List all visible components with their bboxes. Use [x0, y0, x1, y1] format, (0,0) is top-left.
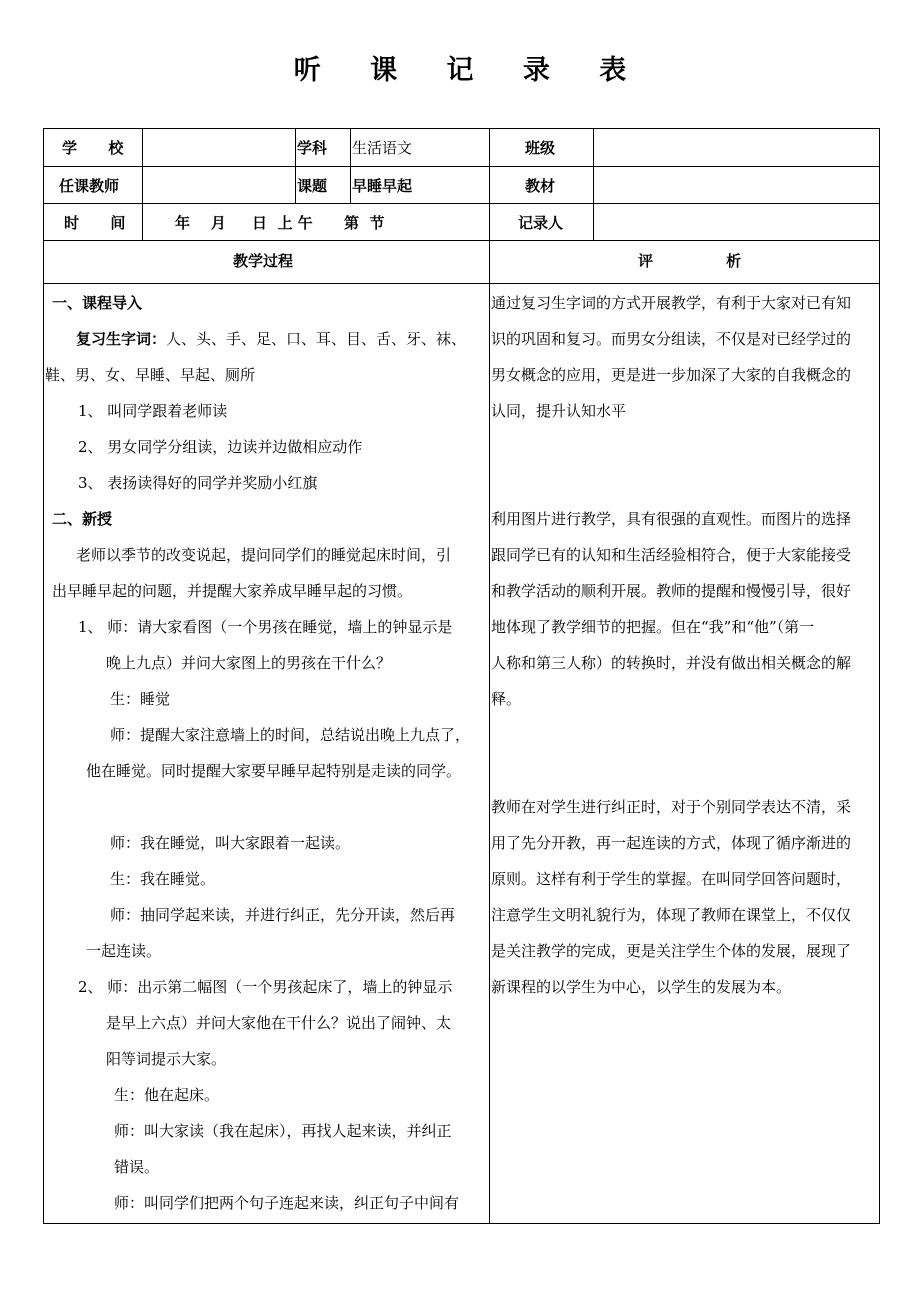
school-label: 学 校	[62, 139, 124, 157]
subject-label: 学科	[297, 139, 328, 157]
process-line: 一起连读。	[86, 942, 162, 960]
class-value-field[interactable]	[597, 132, 875, 162]
process-line: 二、新授	[52, 510, 113, 528]
analysis-line: 地体现了教学细节的把握。但在“我”和“他”（第一	[491, 618, 815, 636]
process-line: 师：叫同学们把两个句子连起来读，纠正句子中间有	[114, 1194, 460, 1212]
topic-value: 早睡早起	[352, 177, 413, 195]
col-divider	[142, 128, 143, 240]
col-divider	[350, 128, 351, 203]
process-line: 师：抽同学起来读，并进行纠正，先分开读，然后再	[110, 906, 456, 924]
analysis-line: 跟同学已有的认知和生活经验相符合，便于大家能接受	[491, 546, 852, 564]
analysis-line: 人称和第三人称）的转换时，并没有做出相关概念的解	[491, 654, 852, 672]
review-words: 人、头、手、足、口、耳、目、舌、牙、袜、	[166, 330, 467, 348]
analysis-line: 认同，提升认知水平	[491, 402, 627, 420]
recorder-label: 记录人	[518, 214, 564, 232]
process-column-header: 教学过程	[233, 252, 294, 270]
process-line: 阳等词提示大家。	[106, 1050, 227, 1068]
analysis-line: 教师在对学生进行纠正时，对于个别同学表达不清，采	[491, 798, 852, 816]
col-divider	[489, 128, 490, 1224]
process-line: 错误。	[114, 1158, 160, 1176]
process-line: 师：提醒大家注意墙上的时间，总结说出晚上九点了，	[110, 726, 471, 744]
process-line: 生：他在起床。	[114, 1086, 220, 1104]
class-label: 班级	[525, 139, 556, 157]
recorder-value-field[interactable]	[597, 207, 875, 237]
process-line: 1、 师：请大家看图（一个男孩在睡觉，墙上的钟显示是	[78, 618, 453, 636]
col-divider	[593, 128, 594, 240]
textbook-value-field[interactable]	[597, 170, 875, 200]
process-line: 出早睡早起的问题，并提醒大家养成早睡早起的习惯。	[52, 582, 413, 600]
row-divider	[43, 166, 880, 167]
analysis-line: 识的巩固和复习。而男女分组读，不仅是对已经学过的	[491, 330, 852, 348]
process-line: 他在睡觉。同时提醒大家要早睡早起特别是走读的同学。	[86, 762, 462, 780]
process-line: 师：叫大家读（我在起床），再找人起来读，并纠正	[114, 1122, 452, 1140]
analysis-line: 新课程的以学生为中心，以学生的发展为本。	[491, 978, 792, 996]
time-label: 时 间	[64, 214, 126, 232]
teacher-value-field[interactable]	[146, 170, 291, 200]
process-line: 晚上九点）并问大家图上的男孩在干什么？	[106, 654, 392, 672]
process-line: 复习生字词：人、头、手、足、口、耳、目、舌、牙、袜、	[76, 330, 467, 348]
col-divider	[295, 128, 296, 203]
analysis-line: 注意学生文明礼貌行为，体现了教师在课堂上，不仅仅	[491, 906, 852, 924]
process-line: 1、 叫同学跟着老师读	[78, 402, 228, 420]
analysis-line: 用了先分开教，再一起连读的方式，体现了循序渐进的	[491, 834, 852, 852]
process-line: 生：我在睡觉。	[110, 870, 216, 888]
analysis-line: 和教学活动的顺利开展。教师的提醒和慢慢引导，很好	[491, 582, 852, 600]
analysis-line: 是关注教学的完成，更是关注学生个体的发展，展现了	[491, 942, 852, 960]
process-line: 老师以季节的改变说起，提问同学们的睡觉起床时间，引	[76, 546, 452, 564]
analysis-line: 通过复习生字词的方式开展教学，有利于大家对已有知	[491, 294, 852, 312]
process-line: 鞋、男、女、早睡、早起、厕所	[45, 366, 256, 384]
school-value-field[interactable]	[146, 132, 291, 162]
row-divider	[43, 240, 880, 241]
analysis-line: 释。	[491, 690, 522, 708]
analysis-line: 男女概念的应用，更是进一步加深了大家的自我概念的	[491, 366, 852, 384]
process-line: 师：我在睡觉，叫大家跟着一起读。	[110, 834, 351, 852]
process-line: 2、 师：出示第二幅图（一个男孩起床了，墙上的钟显示	[78, 978, 453, 996]
subject-value: 生活语文	[352, 139, 413, 157]
row-divider	[43, 283, 880, 284]
page-title: 听 课 记 录 表	[293, 55, 647, 86]
process-line: 2、 男女同学分组读，边读并边做相应动作	[78, 438, 363, 456]
analysis-line: 原则。这样有利于学生的掌握。在叫同学回答问题时，	[491, 870, 852, 888]
process-line: 是早上六点）并问大家他在干什么？说出了闹钟、太	[106, 1014, 452, 1032]
topic-label: 课题	[297, 177, 328, 195]
analysis-column-header: 评 析	[638, 252, 742, 270]
textbook-label: 教材	[525, 177, 556, 195]
process-line: 生：睡觉	[110, 690, 171, 708]
analysis-line: 利用图片进行教学，具有很强的直观性。而图片的选择	[491, 510, 852, 528]
teacher-label: 任课教师	[59, 177, 120, 195]
time-value: 年 月 日 上 午 第 节	[175, 214, 385, 232]
process-line: 3、 表扬读得好的同学并奖励小红旗	[78, 474, 318, 492]
row-divider	[43, 203, 880, 204]
process-line: 一、课程导入	[52, 294, 143, 312]
